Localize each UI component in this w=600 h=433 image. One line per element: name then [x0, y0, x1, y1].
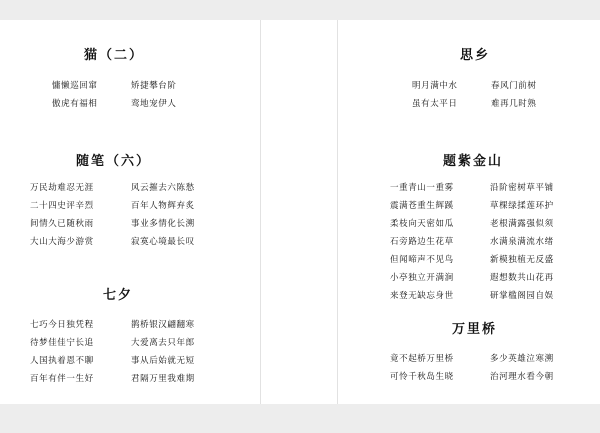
- poem-line: 一重青山一重雾: [390, 183, 454, 193]
- poem-line: 大爱离去只年郎: [131, 338, 195, 348]
- poem-line: 事从后始就无短: [131, 356, 195, 366]
- poem-line: 间情久已随秋雨: [30, 219, 94, 229]
- bottom-strip: [0, 404, 600, 433]
- poem-title: 随笔（六）: [76, 154, 152, 169]
- poem-line: 慵懒巡回窜: [52, 81, 98, 91]
- poem-line: 草棵绿揉莲环护: [490, 201, 554, 211]
- poem-line: 竟不起桥万里桥: [390, 354, 454, 364]
- poem-line: 百年有伴一生好: [30, 374, 94, 384]
- poem-line: 来登无缺忘身世: [390, 291, 454, 301]
- poem-line: 百年人物辉弃炙: [131, 201, 195, 211]
- top-toolbar-strip: [0, 0, 600, 20]
- poem-line: 矫捷攀台阶: [131, 81, 177, 91]
- poem-line: 二十四史评辛烈: [30, 201, 94, 211]
- poem-line: 鹊桥银汉翩翻寒: [131, 320, 195, 330]
- poem-line: 寂寞心境最长叹: [131, 237, 195, 247]
- poem-line: 多少英雄泣寒溯: [490, 354, 554, 364]
- poem-line: 小亭独立开满涧: [390, 273, 454, 283]
- poem-line: 七巧今日独凭程: [30, 320, 94, 330]
- poem-line: 事业多情化长溯: [131, 219, 195, 229]
- poem-line: 石旁路边生花草: [390, 237, 454, 247]
- poem-line: 傲虎有福相: [52, 99, 98, 109]
- poem-line: 鸾地宠伊人: [131, 99, 177, 109]
- poem-line: 研掌槛阁园自娱: [490, 291, 554, 301]
- poem-line: 君隔万里我难期: [131, 374, 195, 384]
- poem-line: 但闻啼声不见鸟: [390, 255, 454, 265]
- poem-line: 可怜千秋岛生晓: [390, 372, 454, 382]
- poem-line: 沿阶密树草平铺: [490, 183, 554, 193]
- poem-line: 虽有太平日: [412, 99, 458, 109]
- poem-line: 震满苍重生辉蹊: [390, 201, 454, 211]
- poem-line: 遐想数共山花再: [490, 273, 554, 283]
- poem-title: 猫（二）: [84, 48, 145, 63]
- poem-line: 新模独植无反盛: [490, 255, 554, 265]
- poem-title: 万里桥: [452, 322, 498, 337]
- poem-line: 万民劫难忍无涯: [30, 183, 94, 193]
- poem-title: 七夕: [103, 288, 134, 303]
- poem-line: 水满泉满流水绪: [490, 237, 554, 247]
- poem-title: 思乡: [460, 48, 491, 63]
- poem-line: 待梦佳佳宁长追: [30, 338, 94, 348]
- poem-line: 明月满中水: [412, 81, 458, 91]
- right-page: [338, 20, 600, 404]
- poem-line: 风云摧去六陈愁: [131, 183, 195, 193]
- poem-line: 柔枝向天密如瓜: [390, 219, 454, 229]
- poem-line: 大山大海少游赏: [30, 237, 94, 247]
- poem-line: 老根满露强似须: [490, 219, 554, 229]
- poem-line: 人国执着恩不聊: [30, 356, 94, 366]
- poem-title: 题紫金山: [443, 154, 504, 169]
- poem-line: 春风门前树: [491, 81, 537, 91]
- poem-line: 难再几时熟: [491, 99, 537, 109]
- poem-line: 治河理水看今朝: [490, 372, 554, 382]
- page-gutter: [261, 20, 338, 404]
